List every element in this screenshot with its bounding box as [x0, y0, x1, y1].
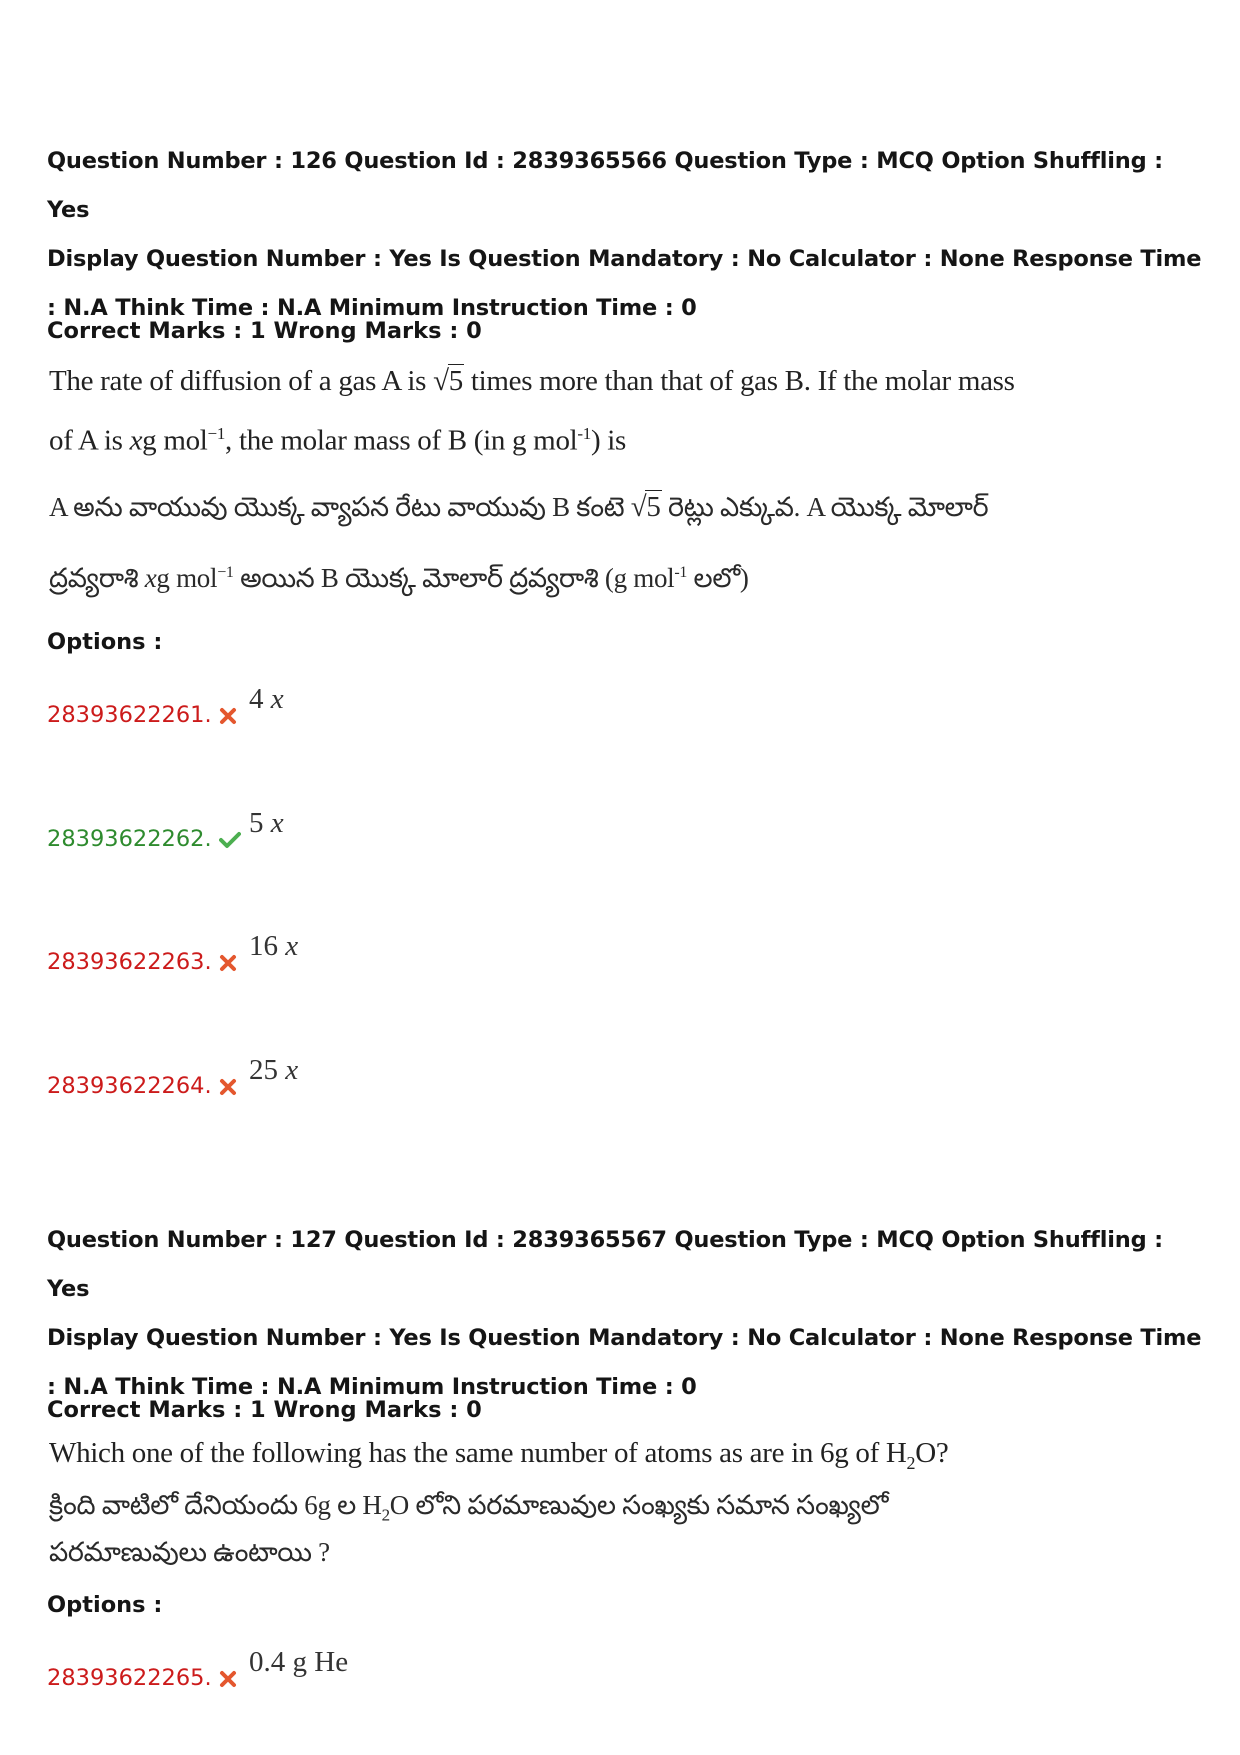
q127-meta	[47, 1216, 1207, 1412]
q127-telugu-line1: క్రింది వాటిలో దేనియందు 6g ల $H_2O$ లోని పరమాణువుల సంఖ్యకు సమాన సంఖ్యలో	[49, 1490, 889, 1525]
q127-meta-line1: Question Number : 127 Question Id : 2839365567 Question Type : MCQ Option Shuffling : Yes	[47, 1227, 1163, 1302]
q126-english-line2: of A is xg mol$^{-1}$, the molar mass of B (in g mol$^{-1}$) is	[49, 424, 627, 457]
q126-meta-line3: : N.A Think Time : N.A Minimum Instruction Time : 0	[47, 295, 697, 321]
option-value: 25 x	[249, 1054, 299, 1086]
q126-option-4	[47, 1054, 447, 1099]
q127-marks: Correct Marks : 1 Wrong Marks : 0	[47, 1397, 482, 1423]
sqrt-symbol: √5	[433, 365, 463, 397]
option-id: 28393622262.	[47, 826, 212, 852]
option-id: 28393622264.	[47, 1073, 212, 1099]
q126-options-label: Options :	[47, 629, 163, 655]
q126-telugu-line2: ద్రవ్యరాశి xg mol$^{-1}$ అయిన B యొక్క మోలార్ ద్రవ్యరాశి (g mol$^{-1}$ లలో)	[49, 563, 749, 593]
option-value: 4 x	[249, 683, 284, 715]
q127-telugu-line2: పరమాణువులు ఉంటాయి ?	[49, 1537, 330, 1567]
option-id: 28393622261.	[47, 702, 212, 728]
q126-marks: Correct Marks : 1 Wrong Marks : 0	[47, 318, 482, 344]
option-value: 5 x	[249, 807, 284, 839]
wrong-cross-icon	[219, 954, 237, 972]
q126-meta	[47, 137, 1207, 333]
option-value: 0.4 g He	[249, 1646, 349, 1678]
q126-meta-line1: Question Number : 126 Question Id : 2839365566 Question Type : MCQ Option Shuffling : Yes	[47, 148, 1163, 223]
q127-english-line1: Which one of the following has the same number of atoms as are in 6g of $H_2O$?	[49, 1437, 949, 1473]
q127-meta-line2: Display Question Number : Yes Is Question Mandatory : No Calculator : None Response Time	[47, 1325, 1202, 1351]
wrong-cross-icon	[219, 1670, 237, 1688]
sqrt-symbol: √5	[630, 491, 661, 523]
q126-telugu-line1: A అను వాయువు యొక్క వ్యాపన రేటు వాయువు B కంటె √5 రెట్లు ఎక్కువ. A యొక్క మోలార్	[49, 491, 989, 523]
wrong-cross-icon	[219, 1078, 237, 1096]
q127-meta-line3: : N.A Think Time : N.A Minimum Instruction Time : 0	[47, 1374, 697, 1400]
q127-options-label: Options :	[47, 1592, 163, 1618]
q126-option-1	[47, 683, 447, 728]
q127-option-1	[47, 1646, 447, 1691]
wrong-cross-icon	[219, 707, 237, 725]
correct-check-icon	[219, 831, 241, 849]
option-value: 16 x	[249, 930, 299, 962]
q126-english-line1: The rate of diffusion of a gas A is √5 times more than that of gas B. If the molar mass	[49, 365, 1015, 397]
option-id: 28393622263.	[47, 949, 212, 975]
q126-option-2	[47, 807, 447, 852]
option-id: 28393622265.	[47, 1665, 212, 1691]
q126-option-3	[47, 930, 447, 975]
q126-meta-line2: Display Question Number : Yes Is Question Mandatory : No Calculator : None Response Time	[47, 246, 1202, 272]
